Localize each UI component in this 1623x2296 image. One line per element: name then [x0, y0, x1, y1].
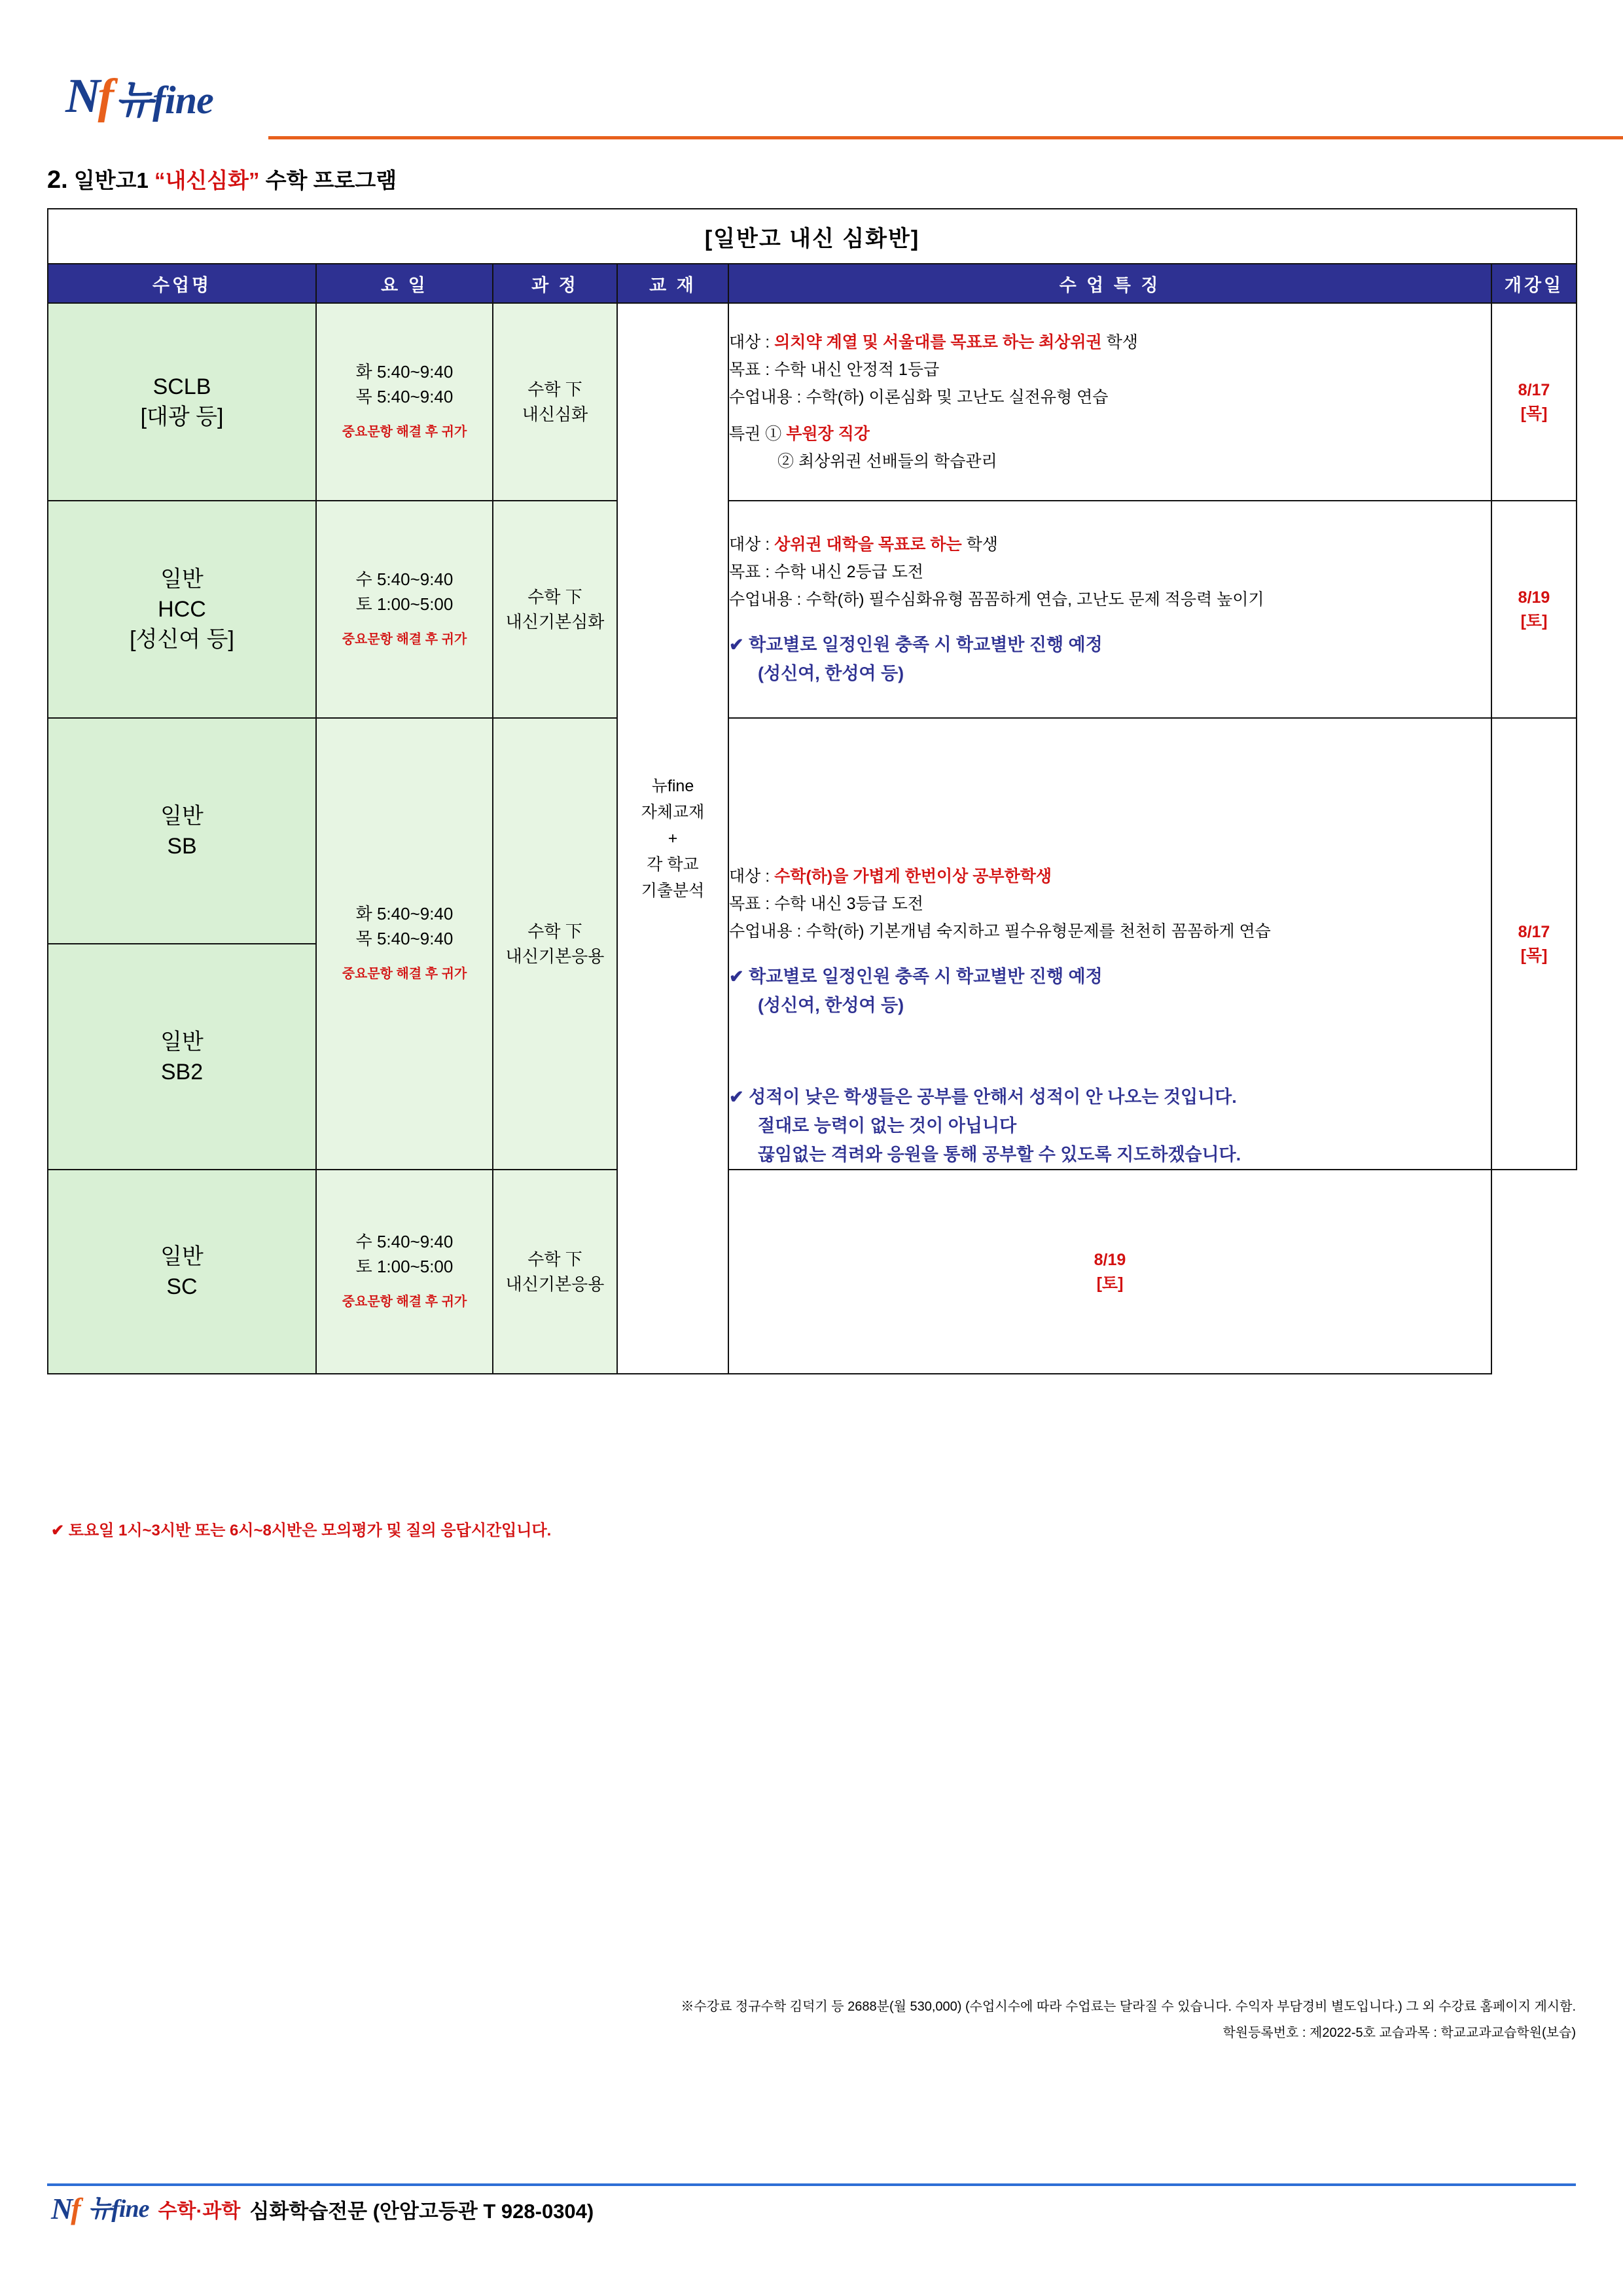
class-day-sb: [316, 718, 493, 1170]
features-hcc: [728, 501, 1491, 718]
fineprint-line-2: 학원등록번호 : 제2022-5호 교습과목 : 학교교과교습학원(보습): [1222, 2026, 1576, 2040]
open-date-line2: [목]: [1520, 946, 1548, 965]
course-line2: 내신기본심화: [505, 612, 605, 632]
features-sb: [728, 718, 1491, 1170]
day-note: 중요문항 해결 후 귀가: [342, 632, 467, 647]
textbook-line2: 자체교재: [641, 803, 705, 821]
day-line1: 수 5:40~9:40: [355, 1232, 454, 1251]
class-name-line1: SCLB: [152, 374, 211, 399]
textbook-cell: [617, 303, 728, 1374]
table-caption: [일반고 내신 심화반]: [48, 209, 1577, 264]
feature-perk-label: 특권 ①: [729, 425, 787, 443]
class-course-hcc: [493, 501, 617, 718]
class-name-line2: SC: [166, 1274, 198, 1299]
open-date-line1: 8/19: [1094, 1251, 1126, 1269]
class-name-line3: [성신여 등]: [130, 627, 234, 652]
feature-target-value: 수학(하)을 가볍게 한번이상 공부한학생: [774, 867, 1052, 886]
day-line1: 화 5:40~9:40: [355, 362, 454, 382]
day-note: 중요문항 해결 후 귀가: [342, 1295, 467, 1309]
feature-target: [729, 863, 1491, 890]
feature-goal: 목표 : 수학 내신 3등급 도전: [729, 895, 924, 913]
open-date-hcc: [1491, 501, 1577, 718]
feature-bullet-2c: 끊임없는 격려와 응원을 통해 공부할 수 있도록 지도하겠습니다.: [758, 1145, 1241, 1164]
day-line2: 토 1:00~5:00: [355, 594, 454, 614]
class-name-line2: HCC: [158, 597, 206, 622]
class-name-line1: 일반: [160, 1244, 204, 1269]
open-date-sclb: [1491, 303, 1577, 501]
class-name-line1: 일반: [160, 567, 204, 592]
day-line1: 수 5:40~9:40: [355, 569, 454, 589]
footer-brand-mark-icon: Nf: [51, 2192, 79, 2225]
class-day-sc: [316, 1170, 493, 1374]
open-date-sc: [728, 1170, 1491, 1374]
footer-brand-wordmark: 뉴fine: [88, 2195, 149, 2223]
textbook-line3: +: [668, 829, 678, 848]
class-name-line1: 일반: [160, 1029, 204, 1054]
course-line2: 내신심화: [522, 404, 588, 424]
feature-bullet-1b: (성신여, 한성여 등): [758, 664, 904, 683]
class-name-line1: 일반: [160, 803, 204, 829]
day-line2: 목 5:40~9:40: [355, 929, 454, 948]
class-day-hcc: [316, 501, 493, 718]
feature-goal: 목표 : 수학 내신 2등급 도전: [729, 563, 924, 581]
document-footer: [51, 2194, 594, 2224]
title-post: 수학 프로그램: [265, 168, 397, 192]
class-day-sclb: [316, 303, 493, 501]
title-number: 2.: [47, 166, 68, 194]
course-line2: 내신기본응용: [505, 946, 605, 966]
feature-bullet-1b: (성신여, 한성여 등): [758, 996, 904, 1015]
class-name-line2: SB2: [160, 1059, 204, 1085]
class-schedule-table: [47, 208, 1577, 1374]
fineprint: [463, 1994, 1576, 2046]
table-row: [48, 501, 1577, 718]
course-line1: 수학 下: [527, 587, 582, 607]
title-pre: 일반고1: [73, 168, 149, 192]
brand-wordmark: 뉴fine: [115, 79, 213, 122]
feature-perk-1: [729, 420, 1491, 448]
footer-divider: [47, 2183, 1576, 2186]
feature-perk-value: 부원장 직강: [786, 425, 870, 443]
day-line2: 목 5:40~9:40: [355, 387, 454, 406]
col-header-course: 과 정: [493, 264, 617, 303]
feature-spacer: [729, 945, 1491, 962]
open-date-line1: 8/19: [1518, 588, 1550, 607]
textbook-line1: 뉴fine: [651, 777, 694, 795]
textbook-line4: 각 학교: [647, 855, 699, 874]
feature-content: 수업내용 : 수학(하) 이론심화 및 고난도 실전유형 연습: [729, 388, 1109, 406]
feature-bullet-1: ✔ 학교별로 일정인원 충족 시 학교별반 진행 예정: [729, 635, 1103, 655]
table-row: [48, 718, 1577, 944]
feature-bullet-1: ✔ 학교별로 일정인원 충족 시 학교별반 진행 예정: [729, 967, 1103, 986]
open-date-line2: [목]: [1520, 404, 1548, 423]
col-header-features: 수 업 특 징: [728, 264, 1491, 303]
col-header-open-date: 개강일: [1491, 264, 1577, 303]
textbook-line5: 기출분석: [641, 882, 705, 900]
feature-target-label: 대상 :: [729, 333, 775, 351]
fineprint-line-1: ※수강료 정규수학 김덕기 등 2688분(월 530,000) (수업시수에 따라 수업료는 달라질 수 있습니다. 수익자 부담경비 별도입니다.) 그 외 수강료 홈페이지 게시함.: [681, 2000, 1576, 2014]
class-course-sclb: [493, 303, 617, 501]
class-name-line2: SB: [167, 833, 197, 859]
feature-bullet-2: ✔ 성적이 낮은 학생들은 공부를 안해서 성적이 안 나오는 것입니다.: [729, 1087, 1237, 1107]
feature-goal: 목표 : 수학 내신 안정적 1등급: [729, 361, 940, 379]
open-date-line1: 8/17: [1518, 381, 1550, 399]
feature-target-tail: 학생: [1101, 333, 1138, 351]
feature-spacer: [729, 613, 1491, 630]
day-line1: 화 5:40~9:40: [355, 904, 454, 924]
feature-target-value: 의치약 계열 및 서울대를 목표로 하는 최상위권: [774, 333, 1102, 351]
table-caption-row: [48, 209, 1577, 264]
feature-spacer-2: [729, 1020, 1491, 1083]
open-date-line2: [토]: [1520, 612, 1548, 630]
feature-target-tail: 학생: [961, 535, 998, 554]
course-line1: 수학 下: [527, 922, 582, 941]
open-date-line1: 8/17: [1518, 923, 1550, 941]
class-name-sb2: [48, 944, 316, 1170]
table-row: [48, 303, 1577, 501]
class-course-sb: [493, 718, 617, 1170]
feature-spacer: [729, 411, 1491, 420]
open-date-sb: [1491, 718, 1577, 1170]
brand-logo: [65, 69, 213, 123]
feature-content: 수업내용 : 수학(하) 필수심화유형 꼼꼼하게 연습, 고난도 문제 적응력 높이기: [729, 590, 1264, 609]
table-row: [48, 1170, 1577, 1374]
document-header: [65, 69, 1564, 151]
class-name-sclb: [48, 303, 316, 501]
class-name-hcc: [48, 501, 316, 718]
day-note: 중요문항 해결 후 귀가: [342, 967, 467, 981]
feature-target: [729, 531, 1491, 558]
col-header-class-name: 수업명: [48, 264, 316, 303]
header-divider: [268, 136, 1623, 139]
course-line2: 내신기본응용: [505, 1274, 605, 1294]
table-header-row: [48, 264, 1577, 303]
brand-mark-icon: Nf: [65, 69, 112, 123]
footer-contact: 심화학습전문 (안암고등관 T 928-0304): [249, 2199, 594, 2223]
course-line1: 수학 下: [527, 380, 582, 399]
feature-bullet-2b: 절대로 능력이 없는 것이 아닙니다: [758, 1116, 1017, 1136]
table-footnote: ✔ 토요일 1시~3시반 또는 6시~8시반은 모의평가 및 질의 응답시간입니다.: [51, 1522, 552, 1539]
class-course-sc: [493, 1170, 617, 1374]
feature-target-value: 상위권 대학을 목표로 하는: [774, 535, 962, 554]
feature-target: [729, 329, 1491, 356]
open-date-line2: [토]: [1096, 1274, 1124, 1293]
day-line2: 토 1:00~5:00: [355, 1257, 454, 1276]
class-name-sc: [48, 1170, 316, 1374]
feature-content: 수업내용 : 수학(하) 기본개념 숙지하고 필수유형문제를 천천히 꼼꼼하게 연습: [729, 922, 1271, 941]
feature-perk-2: ② 최상위권 선배들의 학습관리: [777, 452, 997, 471]
col-header-day: 요 일: [316, 264, 493, 303]
class-name-line2: [대광 등]: [140, 404, 224, 429]
day-note: 중요문항 해결 후 귀가: [342, 425, 467, 439]
page-title: [47, 164, 397, 194]
features-sclb: [728, 303, 1491, 501]
feature-target-label: 대상 :: [729, 867, 775, 886]
course-line1: 수학 下: [527, 1249, 582, 1269]
col-header-textbook: 교 재: [617, 264, 728, 303]
footer-subjects: 수학·과학: [158, 2200, 241, 2222]
title-highlight: “내신심화”: [154, 168, 260, 192]
feature-target-label: 대상 :: [729, 535, 775, 554]
class-name-sb: [48, 718, 316, 944]
